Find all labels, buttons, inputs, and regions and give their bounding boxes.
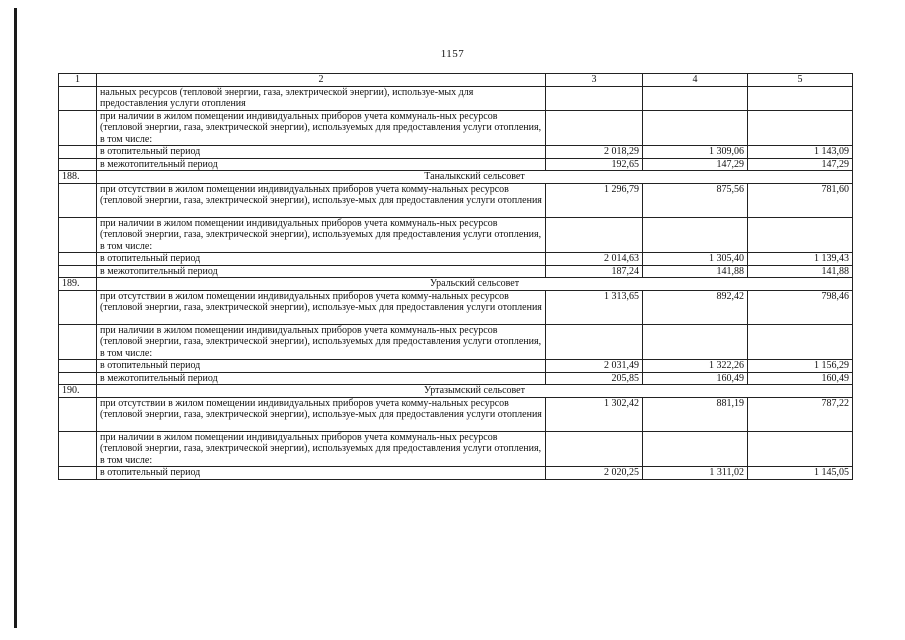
header-col-5: 5 [748,74,853,87]
page-number: 1157 [440,48,465,60]
table-row [59,467,853,480]
value-col-3 [546,110,643,146]
row-number-cell [59,290,97,324]
section-title: Уральский сельсовет [97,278,853,291]
value-col-4: 141,88 [643,265,748,278]
value-col-4: 1 322,26 [643,360,748,373]
table-body [59,86,853,479]
row-number-cell [59,183,97,217]
value-col-4 [643,217,748,253]
section-row [59,171,853,184]
row-number-cell [59,431,97,467]
row-number-cell [59,360,97,373]
header-col-3: 3 [546,74,643,87]
row-description: при отсутствии в жилом помещении индивидуальных приборов учета комму-нальных ресурсов (тепловой энергии, газа, электрической энергии), используе-мых для предоставления услуги отопления [97,397,546,431]
scan-edge-line [14,8,17,628]
table-row [59,372,853,385]
table-row [59,265,853,278]
value-col-4: 892,42 [643,290,748,324]
table-row [59,146,853,159]
value-col-4: 1 309,06 [643,146,748,159]
value-col-3: 1 296,79 [546,183,643,217]
row-description: при наличии в жилом помещении индивидуальных приборов учета коммуналь-ных ресурсов (тепловой энергии, газа, электрической энергии), используемых для предоставления услуги отопления, в том числе: [97,217,546,253]
value-col-3: 1 302,42 [546,397,643,431]
row-number-cell [59,324,97,360]
value-col-5: 1 139,43 [748,253,853,266]
row-number-cell [59,253,97,266]
value-col-5: 781,60 [748,183,853,217]
value-col-4 [643,86,748,110]
table-row [59,158,853,171]
row-description: в отопительный период [97,146,546,159]
row-description: при наличии в жилом помещении индивидуальных приборов учета коммуналь-ных ресурсов (тепловой энергии, газа, электрической энергии), используемых для предоставления услуги отопления, в том числе: [97,324,546,360]
value-col-5: 141,88 [748,265,853,278]
row-description: в межотопительный период [97,372,546,385]
table-row [59,360,853,373]
value-col-3: 187,24 [546,265,643,278]
header-col-4: 4 [643,74,748,87]
value-col-5: 1 143,09 [748,146,853,159]
table-row [59,253,853,266]
value-col-4: 1 311,02 [643,467,748,480]
row-number-cell [59,146,97,159]
table-row [59,324,853,360]
value-col-4: 147,29 [643,158,748,171]
row-description: при отсутствии в жилом помещении индивидуальных приборов учета комму-нальных ресурсов (тепловой энергии, газа, электрической энергии), используе-мых для предоставления услуги отопления [97,183,546,217]
value-col-4: 881,19 [643,397,748,431]
value-col-5 [748,86,853,110]
value-col-5 [748,110,853,146]
row-number-cell [59,217,97,253]
value-col-5: 787,22 [748,397,853,431]
section-row [59,385,853,398]
value-col-3 [546,217,643,253]
table-row [59,86,853,110]
value-col-3: 2 018,29 [546,146,643,159]
value-col-4 [643,110,748,146]
row-description: нальных ресурсов (тепловой энергии, газа, электрической энергии), используе-мых для предоставления услуги отопления [97,86,546,110]
value-col-5: 147,29 [748,158,853,171]
value-col-5 [748,431,853,467]
row-description: в отопительный период [97,360,546,373]
row-description: в межотопительный период [97,158,546,171]
value-col-3 [546,86,643,110]
value-col-3: 2 020,25 [546,467,643,480]
section-title: Таналыкский сельсовет [97,171,853,184]
value-col-4: 1 305,40 [643,253,748,266]
row-description: при отсутствии в жилом помещении индивидуальных приборов учета комму-нальных ресурсов (тепловой энергии, газа, электрической энергии), используе-мых для предоставления услуги отопления [97,290,546,324]
value-col-5: 798,46 [748,290,853,324]
row-number-cell [59,86,97,110]
value-col-4: 160,49 [643,372,748,385]
section-title: Уртазымский сельсовет [97,385,853,398]
row-number-cell [59,265,97,278]
row-description: в отопительный период [97,253,546,266]
table-row [59,217,853,253]
table-row [59,183,853,217]
value-col-3: 205,85 [546,372,643,385]
value-col-3: 2 031,49 [546,360,643,373]
table-row [59,290,853,324]
value-col-5: 1 145,05 [748,467,853,480]
row-number-cell [59,158,97,171]
value-col-3 [546,431,643,467]
tariff-table [58,73,853,480]
row-number-cell [59,467,97,480]
header-col-2: 2 [97,74,546,87]
value-col-5 [748,324,853,360]
row-description: при наличии в жилом помещении индивидуальных приборов учета коммуналь-ных ресурсов (тепловой энергии, газа, электрической энергии), используемых для предоставления услуги отопления, в том числе: [97,431,546,467]
row-description: при наличии в жилом помещении индивидуальных приборов учета коммуналь-ных ресурсов (тепловой энергии, газа, электрической энергии), используемых для предоставления услуги отопления, в том числе: [97,110,546,146]
value-col-3 [546,324,643,360]
row-number-cell [59,397,97,431]
table-header-row [59,74,853,87]
row-description: в межотопительный период [97,265,546,278]
value-col-3: 192,65 [546,158,643,171]
value-col-4: 875,56 [643,183,748,217]
value-col-3: 2 014,63 [546,253,643,266]
value-col-4 [643,431,748,467]
value-col-4 [643,324,748,360]
section-number: 189. [59,278,97,291]
value-col-5: 1 156,29 [748,360,853,373]
value-col-5: 160,49 [748,372,853,385]
table-row [59,110,853,146]
value-col-5 [748,217,853,253]
header-col-1: 1 [59,74,97,87]
row-number-cell [59,110,97,146]
table-row [59,397,853,431]
row-number-cell [59,372,97,385]
section-number: 190. [59,385,97,398]
section-number: 188. [59,171,97,184]
value-col-3: 1 313,65 [546,290,643,324]
row-description: в отопительный период [97,467,546,480]
section-row [59,278,853,291]
table-row [59,431,853,467]
